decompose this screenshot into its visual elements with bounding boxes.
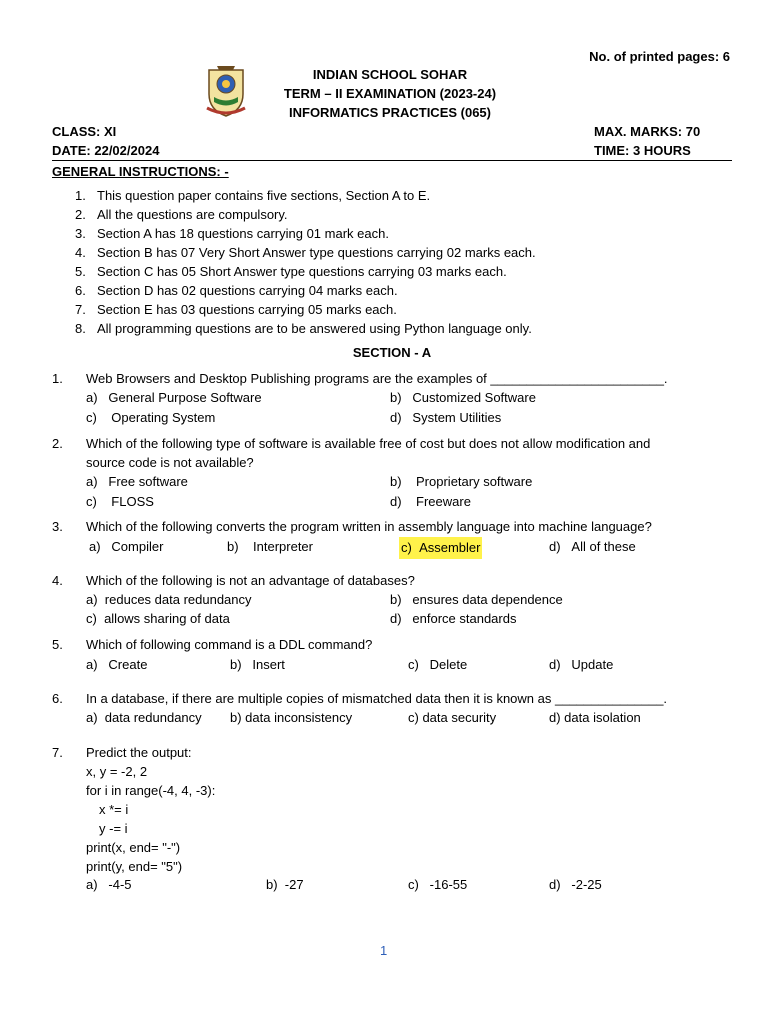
question-number: 2. [52, 436, 63, 451]
school-name: INDIAN SCHOOL SOHAR [312, 67, 468, 82]
option-d: d) System Utilities [390, 410, 502, 425]
printed-pages-count: No. of printed pages: 6 [589, 49, 730, 64]
instruction-item: Section D has 02 questions carrying 04 marks each. [97, 283, 398, 298]
option-b: b) -27 [266, 877, 304, 892]
instruction-item: Section A has 18 questions carrying 01 mark each. [97, 226, 389, 241]
instruction-item: Section B has 07 Very Short Answer type questions carrying 02 marks each. [97, 245, 536, 260]
question-number: 6. [52, 691, 63, 706]
instruction-number: 1. [75, 188, 86, 203]
option-b: b) Proprietary software [390, 474, 533, 489]
instruction-number: 5. [75, 264, 86, 279]
option-b: b) Interpreter [227, 539, 313, 554]
header-divider [52, 160, 732, 161]
question-number: 5. [52, 637, 63, 652]
code-line: print(y, end= "5") [86, 859, 183, 874]
option-c-highlighted: c) Assembler [399, 537, 482, 559]
option-c: c) data security [408, 710, 497, 725]
question-text: Which of following command is a DDL command? [86, 637, 373, 652]
question-text: Which of the following is not an advantage of databases? [86, 573, 415, 588]
option-a: a) Create [86, 657, 148, 672]
instruction-number: 4. [75, 245, 86, 260]
question-number: 3. [52, 519, 63, 534]
code-line: x, y = -2, 2 [86, 764, 148, 779]
instruction-item: Section E has 03 questions carrying 05 marks each. [97, 302, 397, 317]
option-b: b) ensures data dependence [390, 592, 563, 607]
max-marks-label: MAX. MARKS: 70 [594, 124, 701, 139]
question-number: 1. [52, 371, 63, 386]
question-text: Predict the output: [86, 745, 192, 760]
instruction-item: All the questions are compulsory. [97, 207, 288, 222]
option-d: d) Update [549, 657, 614, 672]
option-d: d) All of these [549, 539, 636, 554]
code-line: y -= i [99, 821, 128, 836]
question-text-continued: source code is not available? [86, 455, 254, 470]
question-text: Which of the following type of software is available free of cost but does not allow modification and [86, 436, 651, 451]
code-line: for i in range(-4, 4, -3): [86, 783, 216, 798]
date-label: DATE: 22/02/2024 [52, 143, 160, 158]
code-line: x *= i [99, 802, 129, 817]
option-d: d) enforce standards [390, 611, 517, 626]
option-a: a) General Purpose Software [86, 390, 262, 405]
instructions-title: GENERAL INSTRUCTIONS: - [52, 164, 229, 179]
option-a: a) Compiler [89, 539, 164, 554]
class-label: CLASS: XI [52, 124, 117, 139]
option-a: a) -4-5 [86, 877, 132, 892]
question-text: In a database, if there are multiple copies of mismatched data then it is known as _______________. [86, 691, 668, 706]
option-c: c) Delete [408, 657, 468, 672]
instruction-number: 6. [75, 283, 86, 298]
section-title: SECTION - A [352, 345, 432, 360]
option-a: a) Free software [86, 474, 188, 489]
option-c: c) allows sharing of data [86, 611, 230, 626]
option-d: d) -2-25 [549, 877, 602, 892]
option-c: c) -16-55 [408, 877, 468, 892]
instruction-number: 8. [75, 321, 86, 336]
instruction-item: This question paper contains five sections, Section A to E. [97, 188, 431, 203]
option-c: c) Operating System [86, 410, 216, 425]
time-label: TIME: 3 HOURS [594, 143, 691, 158]
option-d: d) Freeware [390, 494, 471, 509]
option-b: b) data inconsistency [230, 710, 353, 725]
question-number: 4. [52, 573, 63, 588]
exam-title: TERM – II EXAMINATION (2023-24) [283, 86, 497, 101]
option-c: c) FLOSS [86, 494, 154, 509]
instruction-number: 7. [75, 302, 86, 317]
instruction-number: 2. [75, 207, 86, 222]
question-number: 7. [52, 745, 63, 760]
instruction-item: Section C has 05 Short Answer type questions carrying 03 marks each. [97, 264, 507, 279]
question-text: Which of the following converts the program written in assembly language into machine language? [86, 519, 652, 534]
instruction-item: All programming questions are to be answered using Python language only. [97, 321, 532, 336]
option-d: d) data isolation [549, 710, 641, 725]
instruction-number: 3. [75, 226, 86, 241]
option-b: b) Customized Software [390, 390, 536, 405]
option-a: a) data redundancy [86, 710, 202, 725]
subject-title: INFORMATICS PRACTICES (065) [289, 105, 491, 120]
page-number: 1 [380, 943, 388, 958]
option-b: b) Insert [230, 657, 285, 672]
code-line: print(x, end= "-") [86, 840, 181, 855]
option-a: a) reduces data redundancy [86, 592, 252, 607]
question-text: Web Browsers and Desktop Publishing programs are the examples of ________________________. [86, 371, 668, 386]
